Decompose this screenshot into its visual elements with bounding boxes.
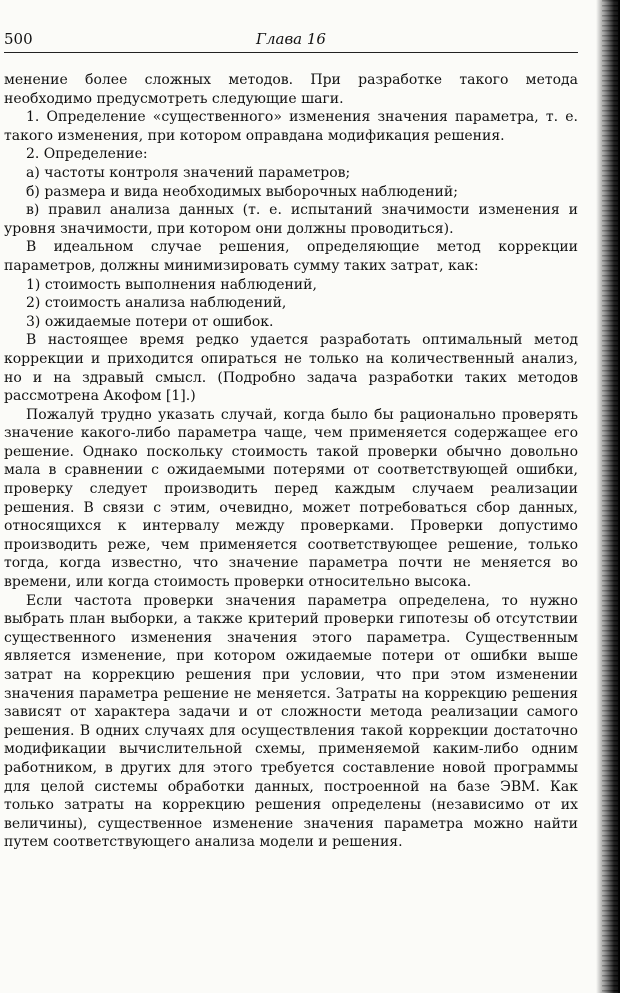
paragraph-checking-frequency: Пожалуй трудно указать случай, когда было бы рационально проверять значение какого-либо параметра чаще, чем применяется содержащее его решение. Однако поскольку стоимость такой проверки обычно довольно мала в сравнении с ожидаемыми потерями от соответствующей ошибки, проверку следует производить перед каждым случаем реализации решения. В связи с этим, очевидно, может потребоваться сбор данных, относящихся к интервалу между проверками. Проверки допустимо производить реже, чем применяется соответствующее решение, только тогда, когда известно, что значение параметра почти не меняется во времени, или когда стоимость проверки относительно высока. bbox=[4, 406, 578, 591]
list-item-3: 3) ожидаемые потери от ошибок. bbox=[26, 313, 274, 330]
paragraph-current-time: В настоящее время редко удается разработать оптимальный метод коррекции и приходится опираться не только на количественный анализ, но и на здравый смысл. (Подробно задача разработки таких методов рассмотрена Акофом [1].) bbox=[4, 332, 578, 405]
page-header bbox=[4, 28, 578, 53]
list-item-1: 1) стоимость выполнения наблюдений, bbox=[26, 276, 317, 293]
list-item-c: в) правил анализа данных (т. е. испытаний значимости изменения и уровня значимости, при котором они должны проводиться). bbox=[4, 202, 578, 237]
paragraph-ideal-case: В идеальном случае решения, определяющие метод коррекции параметров, должны минимизировать сумму таких затрат, как: bbox=[4, 239, 578, 274]
document-page bbox=[4, 28, 578, 852]
paragraph-continuation: менение более сложных методов. При разработке такого метода необходимо предусмотреть следующие шаги. bbox=[4, 72, 578, 107]
paragraph-step-2: 2. Определение: bbox=[26, 146, 148, 163]
page-number: 500 bbox=[4, 30, 33, 48]
list-item-a: а) частоты контроля значений параметров; bbox=[26, 164, 351, 181]
list-item-2: 2) стоимость анализа наблюдений, bbox=[26, 295, 287, 312]
paragraph-sampling-plan: Если частота проверки значения параметра определена, то нужно выбрать план выборки, а также критерий проверки гипотезы об отсутствии существенного изменения значения этого параметра. Существенным является изменение, при котором ожидаемые потери от ошибки выше затрат на коррекцию решения при условии, что при этом изменении значения параметра решение не меняется. Затраты на коррекцию решения зависят от характера задачи и от сложности метода реализации самого решения. В одних случаях для осуществления такой коррекции достаточно модификации вычислительной схемы, применяемой каким-либо одним работником, в других для этого требуется составление новой программы для целой системы обработки данных, построенной на базе ЭВМ. Как только затраты на коррекцию решения определены (независимо от их величины), существенное изменение значения параметра можно найти путем соответствующего анализа модели и решения. bbox=[4, 592, 578, 851]
body-text bbox=[4, 71, 578, 852]
page-edge-texture bbox=[602, 0, 618, 993]
paragraph-step-1: 1. Определение «существенного» изменения значения параметра, т. е. такого изменения, при котором оправдана модификация решения. bbox=[4, 109, 578, 144]
chapter-title: Глава 16 bbox=[256, 30, 326, 48]
list-item-b: б) размера и вида необходимых выборочных наблюдений; bbox=[26, 183, 458, 200]
